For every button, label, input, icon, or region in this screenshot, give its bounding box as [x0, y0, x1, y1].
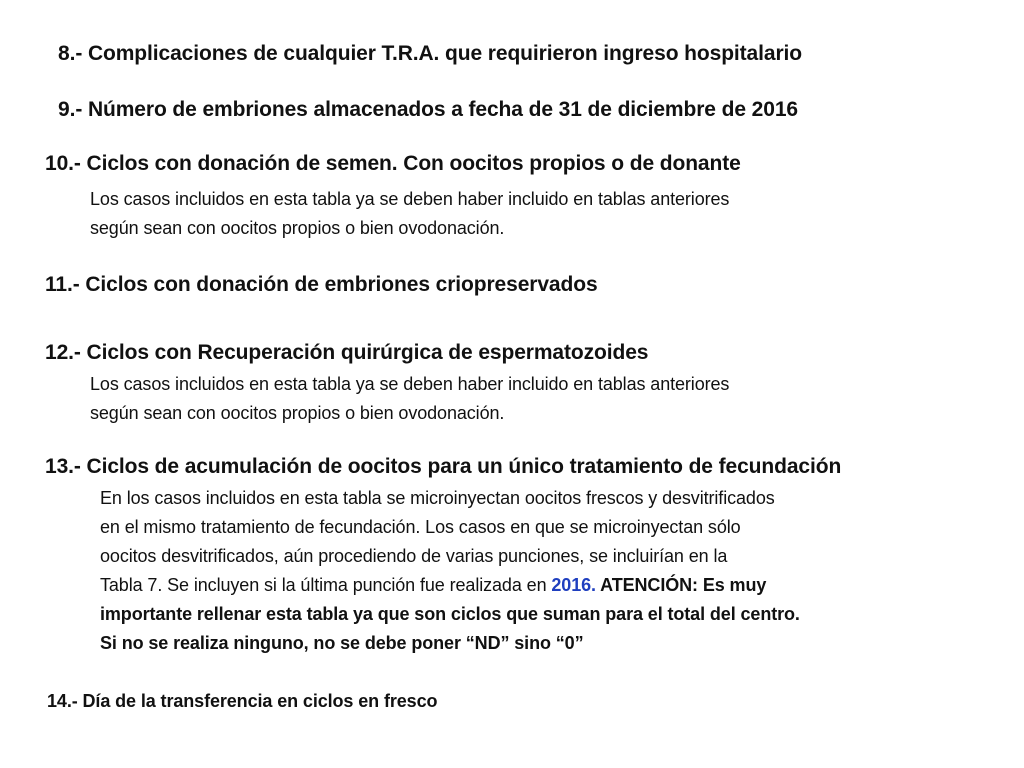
- note-line-with-year: [100, 571, 800, 600]
- note-line: Los casos incluidos en esta tabla ya se deben haber incluido en tablas anteriores: [90, 374, 730, 394]
- note-line: según sean con oocitos propios o bien ovodonación.: [90, 403, 505, 423]
- heading-item-13: 13.- Ciclos de acumulación de oocitos para un único tratamiento de fecundación: [45, 455, 842, 478]
- heading-item-10: 10.- Ciclos con donación de semen. Con oocitos propios o de donante: [45, 152, 741, 175]
- note-line: En los casos incluidos en esta tabla se microinyectan oocitos frescos y desvitrificados: [100, 488, 775, 508]
- note-line: Los casos incluidos en esta tabla ya se deben haber incluido en tablas anteriores: [90, 189, 730, 209]
- note-item-12: [90, 370, 729, 428]
- note-line: oocitos desvitrificados, aún procediendo de varias punciones, se incluirían en la: [100, 546, 728, 566]
- year-highlight: 2016.: [551, 575, 596, 595]
- note-line-bold: Si no se realiza ninguno, no se debe poner “ND” sino “0”: [100, 633, 584, 653]
- heading-item-14: 14.- Día de la transferencia en ciclos en fresco: [47, 691, 438, 711]
- attention-text: ATENCIÓN: Es muy: [595, 575, 767, 595]
- note-text: Tabla 7. Se incluyen si la última punción fue realizada en: [100, 575, 552, 595]
- heading-item-8: 8.- Complicaciones de cualquier T.R.A. que requirieron ingreso hospitalario: [58, 42, 802, 65]
- note-item-13: [100, 484, 800, 658]
- note-line: según sean con oocitos propios o bien ovodonación.: [90, 218, 505, 238]
- heading-item-9: 9.- Número de embriones almacenados a fecha de 31 de diciembre de 2016: [58, 98, 798, 121]
- note-line-bold: importante rellenar esta tabla ya que son ciclos que suman para el total del centro.: [100, 604, 800, 624]
- heading-item-11: 11.- Ciclos con donación de embriones criopreservados: [45, 273, 598, 296]
- note-item-10: [90, 185, 729, 243]
- heading-item-12: 12.- Ciclos con Recuperación quirúrgica de espermatozoides: [45, 341, 649, 364]
- note-line: en el mismo tratamiento de fecundación. Los casos en que se microinyectan sólo: [100, 517, 741, 537]
